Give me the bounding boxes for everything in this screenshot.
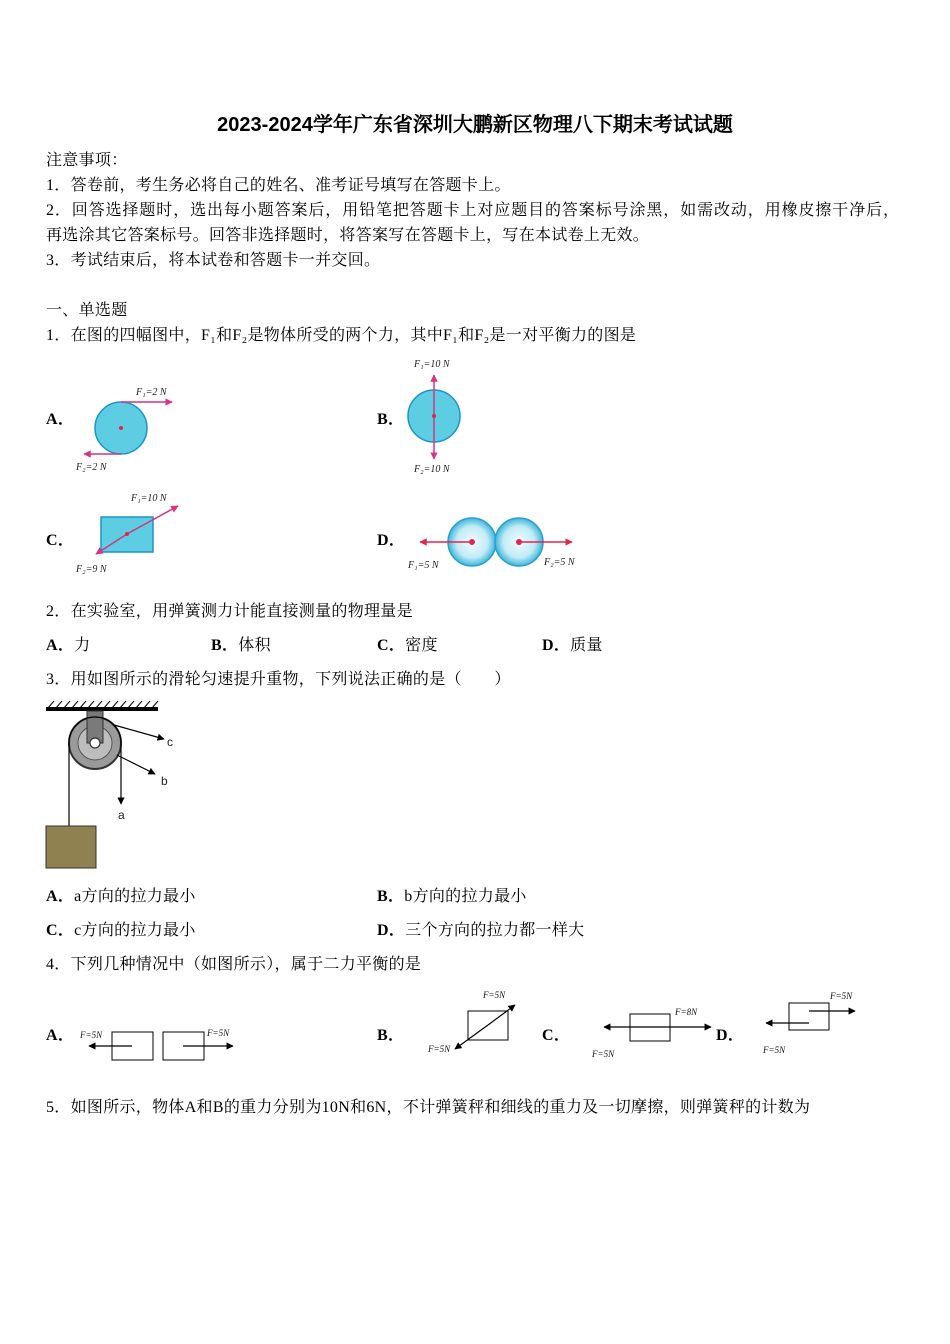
option-letter: C． [46, 922, 75, 939]
q4-option-c-letter: C． [542, 1027, 571, 1044]
q1-option-b-letter: B． [377, 411, 405, 428]
option-text: 三个方向的拉力都一样大 [405, 922, 585, 939]
q1-figure-d [400, 508, 600, 578]
option-letter: C． [377, 637, 406, 654]
center-point [119, 426, 123, 430]
q1-option-a-letter: A． [46, 411, 75, 428]
q2-option-d [542, 636, 603, 656]
force-f1-label: F₁=10 N [414, 359, 450, 370]
option-text: b方向的拉力最小 [404, 888, 527, 905]
q4-figure-b [425, 988, 520, 1058]
q3-option-c [46, 921, 196, 941]
q3-pulley-figure [40, 698, 190, 873]
force-right-label: F=5N [830, 991, 853, 1001]
q4-figure-c [588, 1003, 718, 1061]
center-point-right [516, 539, 522, 545]
option-letter: A． [46, 637, 75, 654]
q4-option-a-letter: A． [46, 1027, 75, 1044]
q1-option-d-letter: D． [377, 532, 406, 549]
notice-line-2: 2．回答选择题时，选出每小题答案后，用铅笔把答题卡上对应题目的答案标号涂黑，如需改动，用橡皮擦干净后， [46, 202, 900, 219]
force-f2-label: F₂=9 N [76, 564, 107, 575]
option-letter: D． [542, 637, 571, 654]
option-letter: B． [377, 888, 405, 905]
force-left-label: F=5N [763, 1045, 786, 1055]
option-text: 体积 [238, 637, 271, 654]
q2-stem: 2．在实验室，用弹簧测力计能直接测量的物理量是 [46, 603, 413, 620]
label-c: c [167, 735, 173, 749]
force-left-label: F=5N [592, 1049, 615, 1059]
force-f1-label: F₁=2 N [136, 387, 167, 398]
label-b: b [161, 774, 168, 788]
q5-stem: 5．如图所示，物体A和B的重力分别为10N和6N，不计弹簧秤和细线的重力及一切摩擦，则弹簧秤的计数为 [46, 1099, 811, 1116]
center-point [125, 532, 129, 536]
q4-stem: 4．下列几种情况中（如图所示），属于二力平衡的是 [46, 956, 422, 973]
option-text: c方向的拉力最小 [74, 922, 196, 939]
force-bottom-label: F=5N [428, 1044, 451, 1054]
force-f2-label: F₂=2 N [76, 462, 107, 473]
q1-figure-a [72, 380, 182, 475]
q4-figure-a [75, 1020, 245, 1070]
q1-figure-c [72, 488, 187, 580]
option-text: 力 [74, 637, 91, 654]
option-text: 密度 [405, 637, 438, 654]
pulley-axle [90, 738, 100, 748]
block [789, 1003, 829, 1030]
notice-line-4: 3．考试结束后，将本试卷和答题卡一并交回。 [46, 252, 381, 269]
q3-stem: 3．用如图所示的滑轮匀速提升重物，下列说法正确的是（ ） [46, 671, 511, 688]
pull-arrow-c [114, 725, 164, 739]
force-f1-label: F₁=5 N [408, 560, 439, 571]
force-left-label: F=5N [80, 1030, 103, 1040]
notice-heading: 注意事项： [46, 152, 128, 169]
q4-figure-d [760, 988, 865, 1056]
option-letter: B． [211, 637, 239, 654]
q4-option-b-letter: B． [377, 1027, 405, 1044]
center-point [432, 414, 436, 418]
q1-option-c-letter: C． [46, 532, 75, 549]
force-right-label: F=5N [207, 1028, 230, 1038]
center-point-left [469, 539, 475, 545]
notice-line-1: 1．答卷前，考生务必将自己的姓名、准考证号填写在答题卡上。 [46, 177, 511, 194]
pull-arrow-b [117, 755, 155, 774]
q2-option-b [211, 636, 271, 656]
label-a: a [118, 808, 125, 822]
page-title: 2023-2024学年广东省深圳大鹏新区物理八下期末考试试题 [217, 114, 733, 136]
q1-figure-b [400, 355, 490, 480]
force-f1-label: F₁=10 N [131, 493, 167, 504]
q3-option-d [377, 921, 584, 941]
force-right-label: F=8N [675, 1007, 698, 1017]
q2-option-a [46, 636, 90, 656]
q3-option-a [46, 887, 196, 907]
force-top-label: F=5N [483, 990, 506, 1000]
section-heading: 一、单选题 [46, 302, 128, 319]
option-text: 质量 [570, 637, 603, 654]
option-text: a方向的拉力最小 [74, 888, 196, 905]
force-f2-label: F₂=10 N [414, 464, 450, 475]
ceiling-hatching [48, 701, 158, 708]
q4-option-d-letter: D． [716, 1027, 745, 1044]
q2-option-c [377, 636, 438, 656]
option-letter: D． [377, 922, 406, 939]
ceiling-beam [46, 707, 158, 711]
notice-line-3: 再选涂其它答案标号。回答非选择题时，将答案写在答题卡上，写在本试卷上无效。 [46, 227, 650, 244]
load-block [46, 826, 96, 868]
q3-option-b [377, 887, 527, 907]
option-letter: A． [46, 888, 75, 905]
q1-stem: 1．在图的四幅图中，F₁和F₂是物体所受的两个力，其中F₁和F₂是一对平衡力的图是 [46, 327, 637, 344]
force-f2-label: F₂=5 N [544, 557, 575, 568]
